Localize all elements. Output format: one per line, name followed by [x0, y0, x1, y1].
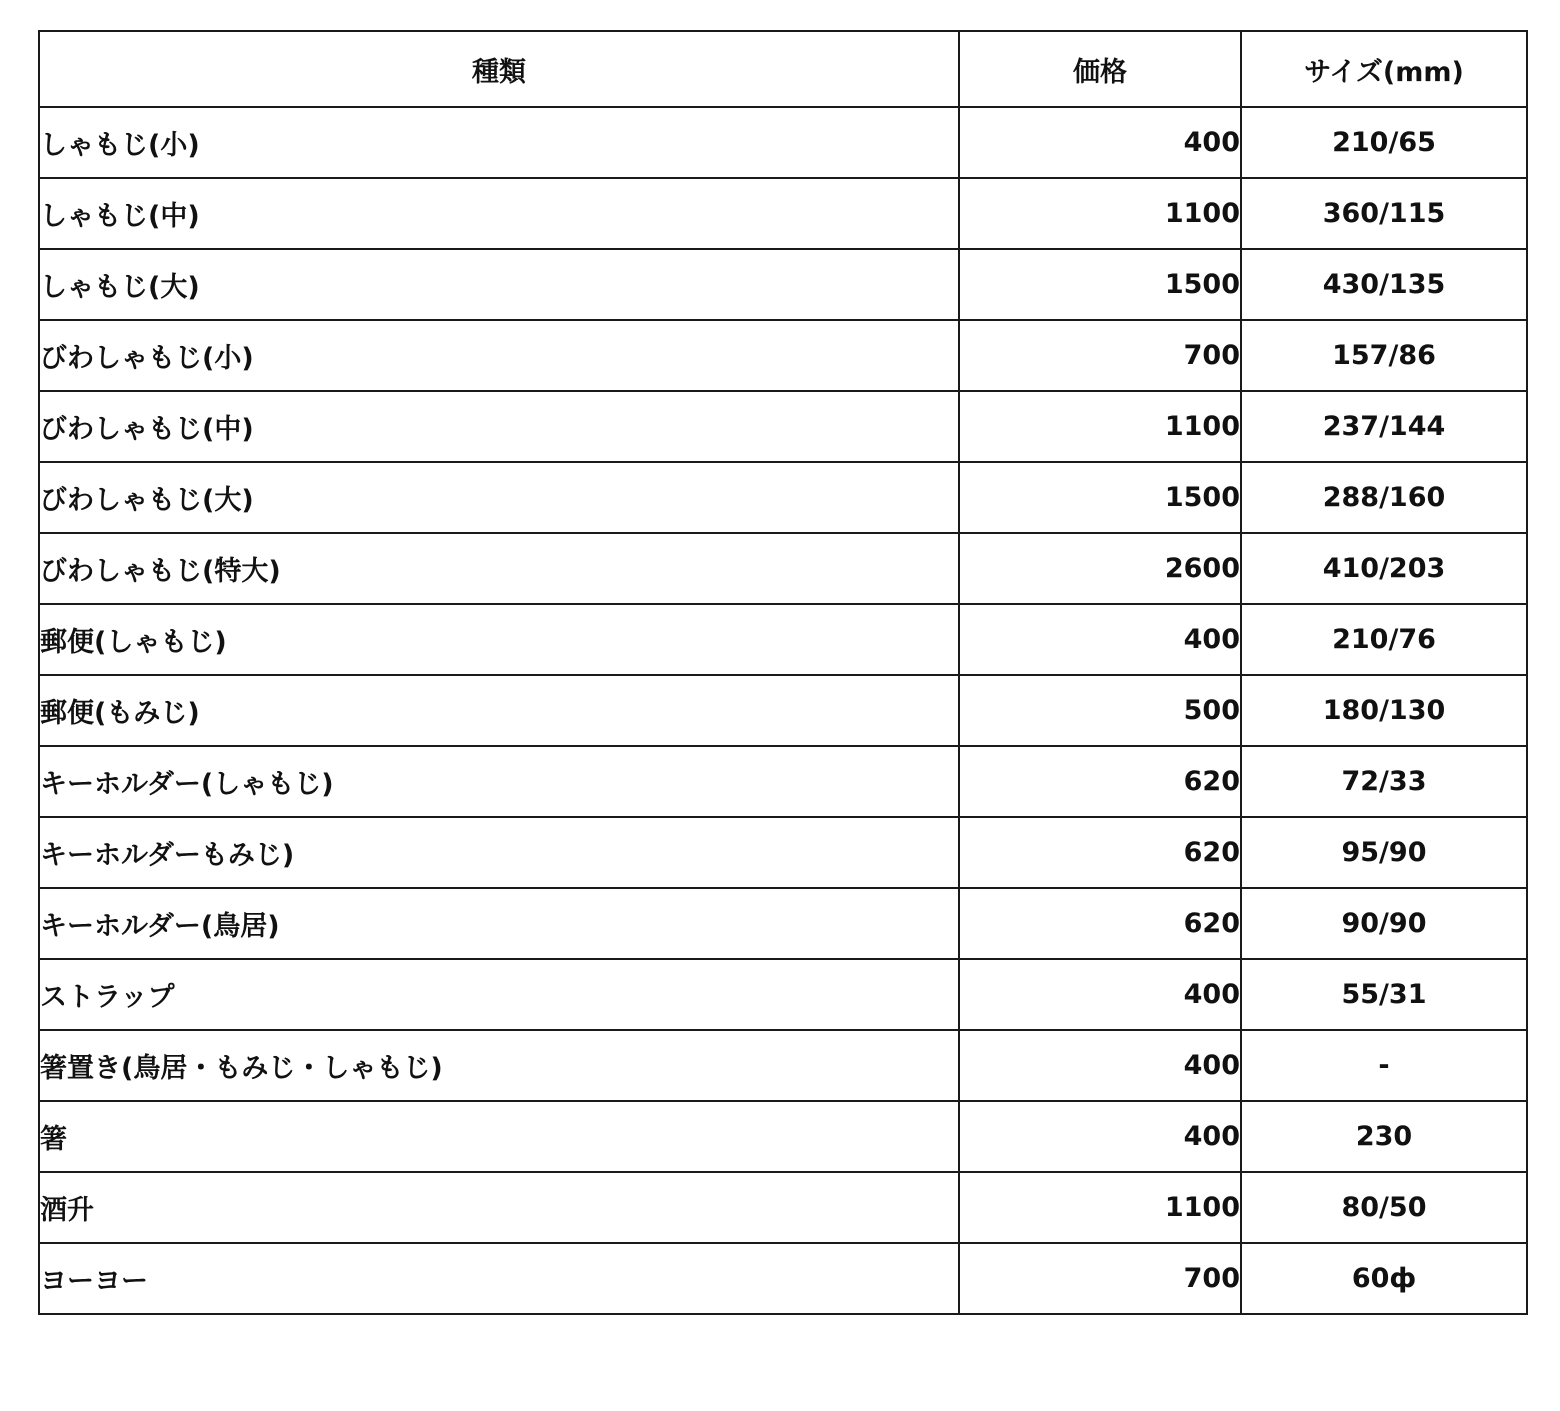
item-type: 郵便(しゃもじ) — [39, 604, 959, 675]
table-row — [39, 320, 1527, 391]
item-size: 360/115 — [1241, 178, 1527, 249]
item-size: 55/31 — [1241, 959, 1527, 1030]
table-row — [39, 746, 1527, 817]
item-type: 酒升 — [39, 1172, 959, 1243]
item-type: しゃもじ(大) — [39, 249, 959, 320]
item-type: キーホルダーもみじ) — [39, 817, 959, 888]
item-price: 400 — [959, 959, 1241, 1030]
item-price: 400 — [959, 604, 1241, 675]
item-price: 500 — [959, 675, 1241, 746]
item-price: 620 — [959, 746, 1241, 817]
item-type: びわしゃもじ(特大) — [39, 533, 959, 604]
table-row — [39, 107, 1527, 178]
item-size: 210/65 — [1241, 107, 1527, 178]
item-size: 80/50 — [1241, 1172, 1527, 1243]
item-size: 90/90 — [1241, 888, 1527, 959]
table-row — [39, 888, 1527, 959]
item-type: ヨーヨー — [39, 1243, 959, 1314]
table-row — [39, 959, 1527, 1030]
header-type: 種類 — [39, 31, 959, 107]
item-price: 400 — [959, 1101, 1241, 1172]
item-price: 1100 — [959, 1172, 1241, 1243]
table-row — [39, 462, 1527, 533]
item-size: 410/203 — [1241, 533, 1527, 604]
table-row — [39, 391, 1527, 462]
item-type: 箸 — [39, 1101, 959, 1172]
table-row — [39, 817, 1527, 888]
item-size: 95/90 — [1241, 817, 1527, 888]
item-type: びわしゃもじ(中) — [39, 391, 959, 462]
item-type: キーホルダー(しゃもじ) — [39, 746, 959, 817]
item-size: 72/33 — [1241, 746, 1527, 817]
item-type: びわしゃもじ(小) — [39, 320, 959, 391]
header-size: サイズ(mm) — [1241, 31, 1527, 107]
item-price: 400 — [959, 1030, 1241, 1101]
item-type: 郵便(もみじ) — [39, 675, 959, 746]
item-type: 箸置き(鳥居・もみじ・しゃもじ) — [39, 1030, 959, 1101]
table-row — [39, 178, 1527, 249]
item-size: 230 — [1241, 1101, 1527, 1172]
item-price: 400 — [959, 107, 1241, 178]
item-price: 1500 — [959, 249, 1241, 320]
item-size: 60ф — [1241, 1243, 1527, 1314]
item-type: びわしゃもじ(大) — [39, 462, 959, 533]
item-price: 620 — [959, 888, 1241, 959]
table-row — [39, 1030, 1527, 1101]
item-price: 1100 — [959, 391, 1241, 462]
item-price: 700 — [959, 1243, 1241, 1314]
table-row — [39, 675, 1527, 746]
item-price: 1100 — [959, 178, 1241, 249]
header-row — [39, 31, 1527, 107]
item-size: 288/160 — [1241, 462, 1527, 533]
item-size: 180/130 — [1241, 675, 1527, 746]
table-row — [39, 1172, 1527, 1243]
item-price: 1500 — [959, 462, 1241, 533]
item-size: 210/76 — [1241, 604, 1527, 675]
item-size: 237/144 — [1241, 391, 1527, 462]
item-size: 157/86 — [1241, 320, 1527, 391]
table-row — [39, 1101, 1527, 1172]
item-type: ストラップ — [39, 959, 959, 1030]
table-row — [39, 249, 1527, 320]
price-list-sheet — [38, 30, 1526, 1315]
item-type: しゃもじ(中) — [39, 178, 959, 249]
header-price: 価格 — [959, 31, 1241, 107]
table-row — [39, 533, 1527, 604]
item-type: しゃもじ(小) — [39, 107, 959, 178]
item-type: キーホルダー(鳥居) — [39, 888, 959, 959]
table-row — [39, 1243, 1527, 1314]
item-price: 620 — [959, 817, 1241, 888]
item-size: - — [1241, 1030, 1527, 1101]
item-price: 700 — [959, 320, 1241, 391]
table-row — [39, 604, 1527, 675]
item-size: 430/135 — [1241, 249, 1527, 320]
item-price: 2600 — [959, 533, 1241, 604]
price-table — [38, 30, 1528, 1315]
